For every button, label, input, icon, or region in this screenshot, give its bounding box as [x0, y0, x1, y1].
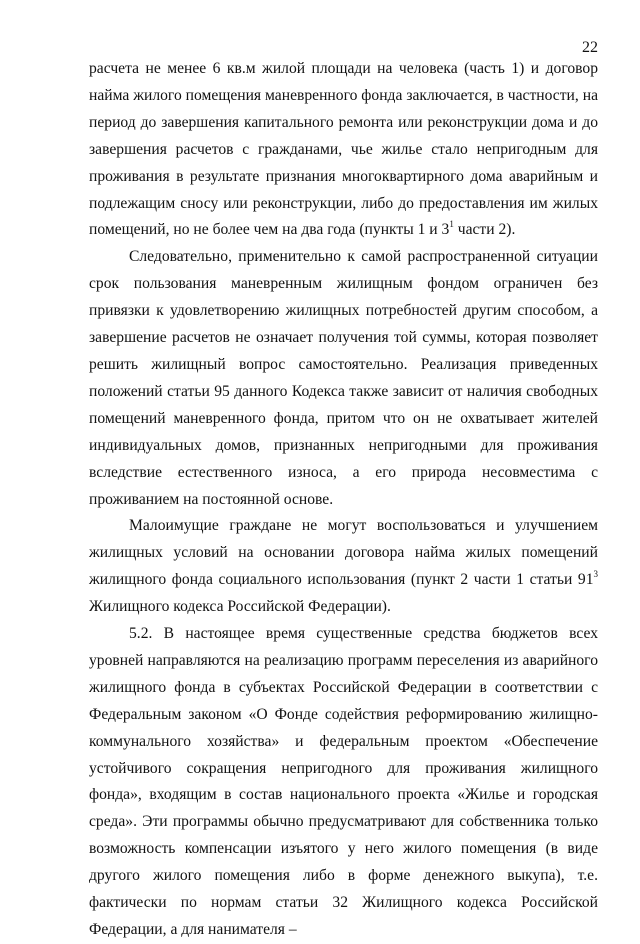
paragraph-continuation — [89, 56, 598, 244]
paragraph-text: Малоимущие граждане не могут воспользоваться и улучшением жилищных условий на основании договора найма жилых помещений жилищного фонда социального использования (пункт 2 части 1 статьи 91 — [89, 517, 598, 589]
body-text — [89, 56, 598, 944]
paragraph-low-income — [89, 513, 598, 621]
paragraph-text: части 2). — [453, 221, 516, 239]
paragraph-section-5-2 — [89, 621, 598, 944]
paragraph-text: 5.2. В настоящее время существенные средства бюджетов всех уровней направляются на реализацию программ переселения из аварийного жилищного фонда в субъектах Российской Федерации в соответствии с Федеральным законом «О Фонде содействия реформированию жилищно-коммунального хозяйства» и федеральным проектом «Обеспечение устойчивого сокращения непригодного для проживания жилищного фонда», входящим в состав национального проекта «Жилье и городская среда». Эти программы обычно предусматривают для собственника только возможность компенсации изъятого у него жилого помещения (в виде другого жилого помещения либо в форме денежного выкупа), т.е. фактически по нормам статьи 32 Жилищного кодекса Российской Федерации, а для нанимателя – — [89, 625, 598, 938]
page-number: 22 — [582, 39, 598, 56]
paragraph-text: Жилищного кодекса Российской Федерации). — [89, 598, 391, 616]
superscript-index: 1 — [449, 219, 454, 230]
paragraph-text: Следовательно, применительно к самой распространенной ситуации срок пользования маневренным жилищным фондом ограничен без привязки к удовлетворению жилищных потребностей другим способом, а завершение расчетов не означает получения той суммы, которая позволяет решить жилищный вопрос самостоятельно. Реализация приведенных положений статьи 95 данного Кодекса также зависит от наличия свободных помещений маневренного фонда, притом что он не охватывает жителей индивидуальных домов, признанных непригодными для проживания вследствие естественного износа, а его природа несовместима с проживанием на постоянной основе. — [89, 248, 598, 508]
paragraph-maneuver-fund — [89, 244, 598, 513]
paragraph-text: расчета не менее 6 кв.м жилой площади на человека (часть 1) и договор найма жилого помещения маневренного фонда заключается, в частности, на период до завершения капитального ремонта или реконструкции дома и до завершения расчетов с гражданами, чье жилье стало непригодным для проживания в результате признания многоквартирного дома аварийным и подлежащим сносу или реконструкции, либо до предоставления им жилых помещений, но не более чем на два года (пункты 1 и 3 — [89, 60, 598, 239]
superscript-index: 3 — [593, 569, 598, 580]
